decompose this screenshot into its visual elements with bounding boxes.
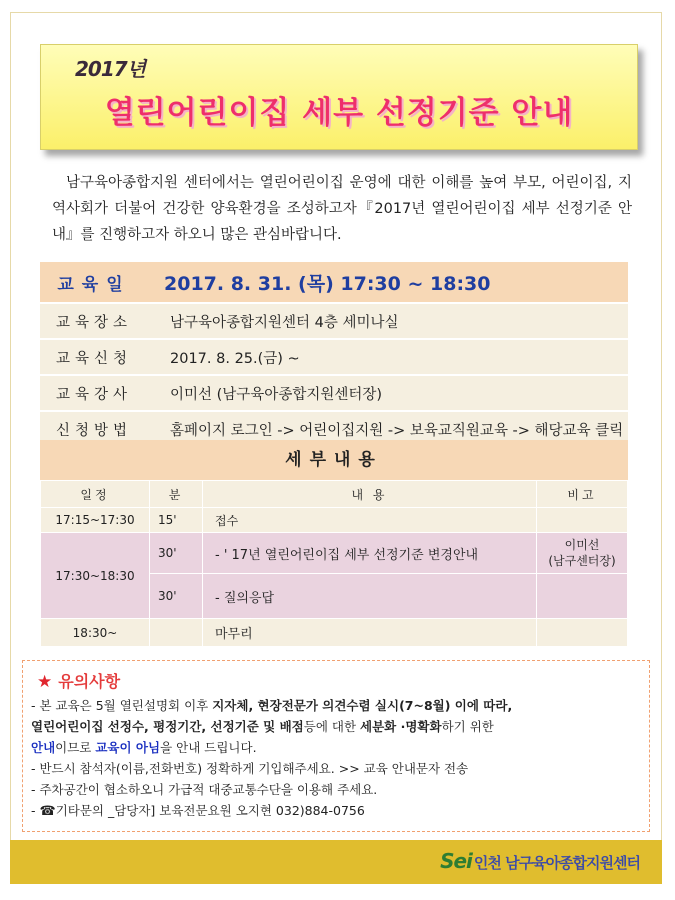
schedule-min: 30' <box>150 533 203 574</box>
info-value: 이미선 (남구육아종합지원센터장) <box>148 375 628 411</box>
header-note: 비고 <box>537 481 628 508</box>
intro-paragraph: 남구육아종합지원 센터에서는 열린어린이집 운영에 대한 이해를 높여 부모, 어린이집, 지역사회가 더불어 건강한 양육환경을 조성하고자『2017년 열린어린이집 세부 선정기준 안내』를 진행하고자 하오니 많은 관심바랍니다. <box>52 175 632 243</box>
notice-line-3 <box>31 737 639 758</box>
info-row-apply <box>40 339 628 375</box>
info-label: 교육신청 <box>40 339 148 375</box>
notice-text: - <box>31 803 40 818</box>
notice-box <box>22 660 650 832</box>
notice-text: - 본 교육은 5월 열린설명회 이후 <box>31 698 213 713</box>
note-lecturer-name: 이미선 <box>564 538 600 552</box>
star-icon: ★ <box>37 672 53 692</box>
info-label: 교육일 <box>40 262 148 303</box>
banner-year: 2017년 <box>75 57 145 81</box>
schedule-header-row <box>41 481 628 508</box>
info-label: 교육강사 <box>40 375 148 411</box>
info-table <box>40 262 628 446</box>
schedule-content: 마무리 <box>203 619 537 647</box>
info-value: 남구육아종합지원센터 4층 세미나실 <box>148 303 628 339</box>
info-value: 2017. 8. 31. (목) 17:30 ~ 18:30 <box>148 262 628 303</box>
footer-logo <box>440 849 640 873</box>
info-label: 신청방법 <box>40 411 148 446</box>
notice-text: 을 안내 드립니다. <box>160 740 257 755</box>
notice-line-1 <box>31 695 639 716</box>
notice-title <box>37 669 120 692</box>
notice-bold: 세분화 ·명확화 <box>360 719 442 734</box>
schedule-min: 30' <box>150 574 203 619</box>
schedule-note <box>537 533 628 574</box>
detail-heading: 세부내용 <box>40 440 628 480</box>
schedule-note <box>537 508 628 533</box>
schedule-note <box>537 574 628 619</box>
header-min: 분 <box>150 481 203 508</box>
schedule-row <box>41 619 628 647</box>
schedule-content: 접수 <box>203 508 537 533</box>
notice-contact: 기타문의 _담당자] 보육전문요원 오지현 032)884-0756 <box>55 803 365 818</box>
notice-line-2 <box>31 716 639 737</box>
sei-logo-icon: Sei <box>440 849 472 873</box>
notice-text: 이므로 <box>55 740 96 755</box>
schedule-time: 18:30~ <box>41 619 150 647</box>
schedule-min <box>150 619 203 647</box>
footer-org-name: 인천 남구육아종합지원센터 <box>473 854 640 872</box>
footer-bar <box>10 840 662 884</box>
notice-line-4: - 반드시 참석자(이름,전화번호) 정확하게 기입해주세요. >> 교육 안내문자 전송 <box>31 761 469 776</box>
schedule-content: - ' 17년 열린어린이집 세부 선정기준 변경안내 <box>203 533 537 574</box>
notice-highlight: 교육이 아님 <box>95 740 161 755</box>
page-title: 열린어린이집 세부 선정기준 안내 <box>104 95 574 131</box>
schedule-time: 17:15~17:30 <box>41 508 150 533</box>
schedule-time: 17:30~18:30 <box>41 533 150 619</box>
info-value: 2017. 8. 25.(금) ~ <box>148 339 628 375</box>
schedule-content: - 질의응답 <box>203 574 537 619</box>
info-row-date <box>40 262 628 303</box>
notice-text: 등에 대한 <box>303 719 361 734</box>
notice-highlight: 안내 <box>31 740 56 755</box>
notice-line-6 <box>31 800 639 822</box>
schedule-row <box>41 508 628 533</box>
info-value: 홈페이지 로그인 -> 어린이집지원 -> 보육교직원교육 -> 해당교육 클릭 <box>148 411 628 446</box>
notice-text: 하기 위한 <box>441 719 494 734</box>
info-row-place <box>40 303 628 339</box>
notice-line-5: - 주차공간이 협소하오니 가급적 대중교통수단을 이용해 주세요. <box>31 782 378 797</box>
notice-bold: 열린어린이집 선정수, 평정기간, 선정기준 및 배점 <box>31 719 304 734</box>
schedule-row <box>41 533 628 574</box>
notice-title-text: 유의사항 <box>58 672 121 691</box>
schedule-note <box>537 619 628 647</box>
header-content: 내 용 <box>203 481 537 508</box>
info-row-lecturer <box>40 375 628 411</box>
phone-icon: ☎ <box>39 804 56 819</box>
title-banner <box>40 44 638 150</box>
schedule-min: 15' <box>150 508 203 533</box>
schedule-table <box>40 480 628 647</box>
notice-bold: 지자체, 현장전문가 의견수렴 실시(7~8월) 이에 따라, <box>212 698 513 713</box>
info-label: 교육장소 <box>40 303 148 339</box>
notice-body <box>31 695 639 822</box>
note-lecturer-title: (남구센터장) <box>548 554 616 568</box>
header-time: 일정 <box>41 481 150 508</box>
